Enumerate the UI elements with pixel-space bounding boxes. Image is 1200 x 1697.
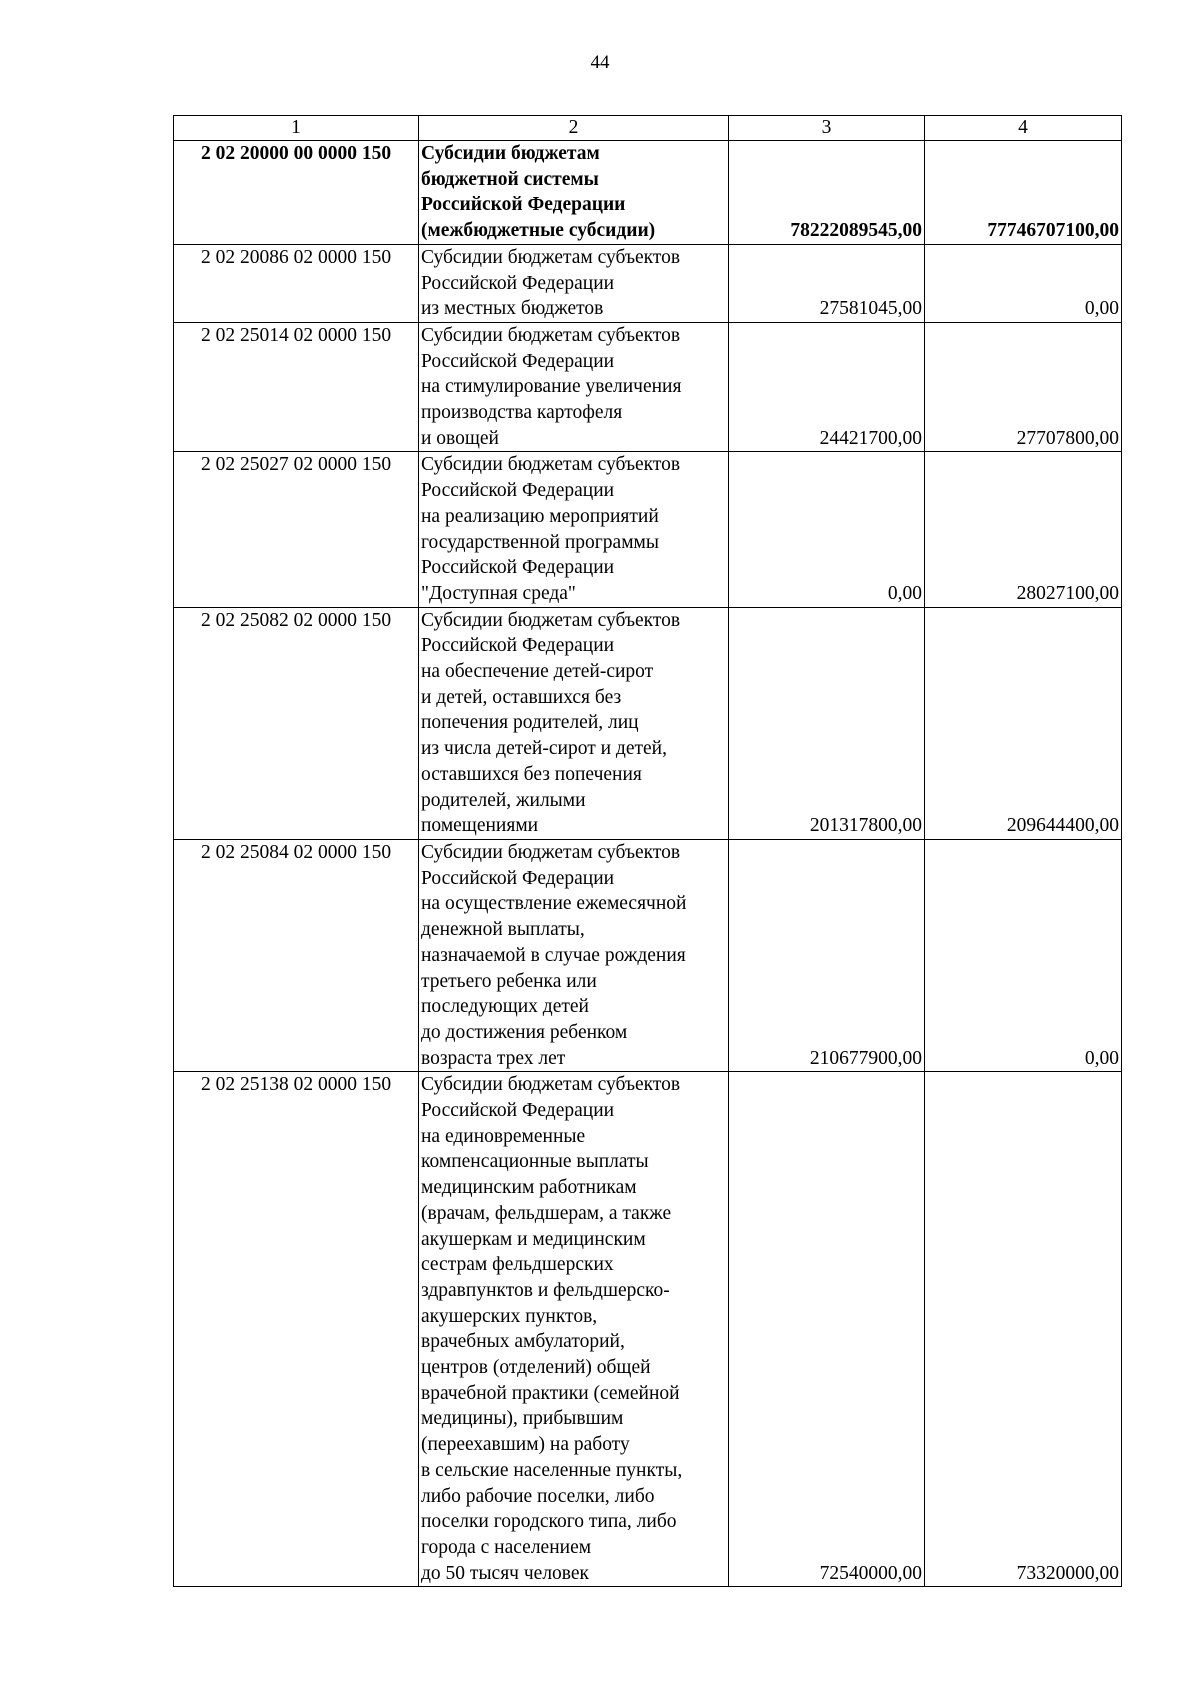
code-cell: 2 02 20000 00 0000 150 — [174, 141, 419, 245]
table-row — [174, 839, 1122, 1071]
column-header: 2 — [419, 116, 729, 141]
value-3-cell: 72540000,00 — [729, 1072, 925, 1587]
column-header: 1 — [174, 116, 419, 141]
name-cell: Субсидии бюджетам субъектов Российской Федерации на обеспечение детей-сирот и детей, оставшихся без попечения родителей, лиц из числа детей-сирот и детей, оставшихся без попечения родителей, жилыми помещениями — [419, 607, 729, 839]
column-header: 4 — [925, 116, 1122, 141]
value-4-cell: 28027100,00 — [925, 452, 1122, 607]
table-row — [174, 244, 1122, 322]
name-cell: Субсидии бюджетам субъектов Российской Федерации на стимулирование увеличения производства картофеля и овощей — [419, 322, 729, 452]
value-4-cell: 73320000,00 — [925, 1072, 1122, 1587]
code-cell: 2 02 25027 02 0000 150 — [174, 452, 419, 607]
value-4-cell: 77746707100,00 — [925, 141, 1122, 245]
value-4-cell: 27707800,00 — [925, 322, 1122, 452]
table-row — [174, 452, 1122, 607]
table-row — [174, 1072, 1122, 1587]
name-cell: Субсидии бюджетам субъектов Российской Федерации на осуществление ежемесячной денежной выплаты, назначаемой в случае рождения третьего ребенка или последующих детей до достижения ребенком возраста трех лет — [419, 839, 729, 1071]
page-number: 44 — [590, 52, 610, 73]
table-row — [174, 141, 1122, 245]
code-cell: 2 02 25138 02 0000 150 — [174, 1072, 419, 1587]
code-cell: 2 02 25084 02 0000 150 — [174, 839, 419, 1071]
value-4-cell: 209644400,00 — [925, 607, 1122, 839]
value-3-cell: 201317800,00 — [729, 607, 925, 839]
table-header-row — [174, 116, 1122, 141]
name-cell: Субсидии бюджетам субъектов Российской Федерации на реализацию мероприятий государственной программы Российской Федерации "Доступная среда" — [419, 452, 729, 607]
budget-table — [173, 115, 1122, 1587]
code-cell: 2 02 25014 02 0000 150 — [174, 322, 419, 452]
name-cell: Субсидии бюджетам бюджетной системы Российской Федерации (межбюджетные субсидии) — [419, 141, 729, 245]
value-4-cell: 0,00 — [925, 839, 1122, 1071]
name-cell: Субсидии бюджетам субъектов Российской Федерации на единовременные компенсационные выплаты медицинским работникам (врачам, фельдшерам, а также акушеркам и медицинским сестрам фельдшерских здравпунктов и фельдшерско- акушерских пунктов, врачебных амбулаторий, центров (отделений) общей врачебной практики (семейной медицины), прибывшим (переехавшим) на работу в сельские населенные пункты, либо рабочие поселки, либо поселки городского типа, либо города с населением до 50 тысяч человек — [419, 1072, 729, 1587]
column-header: 3 — [729, 116, 925, 141]
table-row — [174, 607, 1122, 839]
value-4-cell: 0,00 — [925, 244, 1122, 322]
code-cell: 2 02 20086 02 0000 150 — [174, 244, 419, 322]
table-row — [174, 322, 1122, 452]
value-3-cell: 0,00 — [729, 452, 925, 607]
code-cell: 2 02 25082 02 0000 150 — [174, 607, 419, 839]
value-3-cell: 27581045,00 — [729, 244, 925, 322]
value-3-cell: 78222089545,00 — [729, 141, 925, 245]
name-cell: Субсидии бюджетам субъектов Российской Федерации из местных бюджетов — [419, 244, 729, 322]
value-3-cell: 24421700,00 — [729, 322, 925, 452]
value-3-cell: 210677900,00 — [729, 839, 925, 1071]
